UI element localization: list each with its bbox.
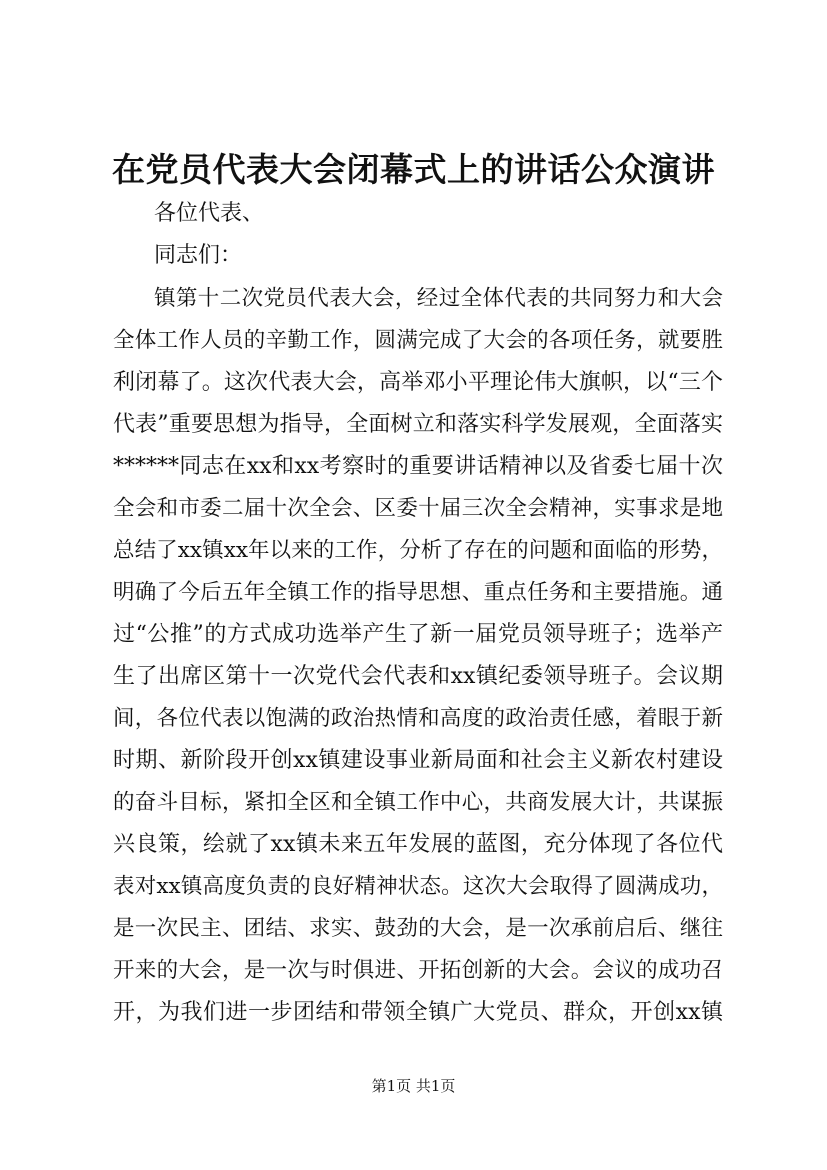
body-line: 总结了xx镇xx年以来的工作，分析了存在的问题和面临的形势， (113, 538, 723, 563)
salutation-comrades: 同志们： (154, 243, 243, 268)
body-line: 的奋斗目标，紧扣全区和全镇工作中心，共商发展大计，共谋振 (113, 790, 723, 815)
body-line: 全会和市委二届十次全会、区委十届三次全会精神，实事求是地 (113, 496, 723, 521)
body-line: 表对xx镇高度负责的良好精神状态。这次大会取得了圆满成功， (113, 874, 723, 899)
body-line: 间，各位代表以饱满的政治热情和高度的政治责任感，着眼于新 (113, 706, 723, 731)
body-line: 开来的大会，是一次与时俱进、开拓创新的大会。会议的成功召 (113, 958, 723, 983)
body-line: 过“公推”的方式成功选举产生了新一届党员领导班子；选举产 (113, 622, 723, 647)
body-line: ******同志在xx和xx考察时的重要讲话精神以及省委七届十次 (113, 454, 723, 479)
body-line: 全体工作人员的辛勤工作，圆满完成了大会的各项任务，就要胜 (113, 328, 723, 353)
body-line: 镇第十二次党员代表大会，经过全体代表的共同努力和大会 (154, 286, 723, 311)
body-line: 生了出席区第十一次党代会代表和xx镇纪委领导班子。会议期 (113, 664, 723, 689)
body-line: 代表”重要思想为指导，全面树立和落实科学发展观，全面落实 (113, 412, 723, 437)
body-line: 兴良策，绘就了xx镇未来五年发展的蓝图，充分体现了各位代 (113, 832, 723, 857)
salutation-delegates: 各位代表、 (154, 201, 265, 226)
page-footer: 第1页 共1页 (371, 1077, 456, 1095)
document-title: 在党员代表大会闭幕式上的讲话公众演讲 (112, 150, 715, 189)
body-line: 明确了今后五年全镇工作的指导思想、重点任务和主要措施。通 (113, 580, 723, 605)
body-line: 开，为我们进一步团结和带领全镇广大党员、群众，开创xx镇 (113, 1000, 723, 1025)
body-line: 时期、新阶段开创xx镇建设事业新局面和社会主义新农村建设 (113, 748, 723, 773)
body-line: 利闭幕了。这次代表大会，高举邓小平理论伟大旗帜，以“三个 (113, 370, 723, 395)
body-line: 是一次民主、团结、求实、鼓劲的大会，是一次承前启后、继往 (113, 916, 723, 941)
